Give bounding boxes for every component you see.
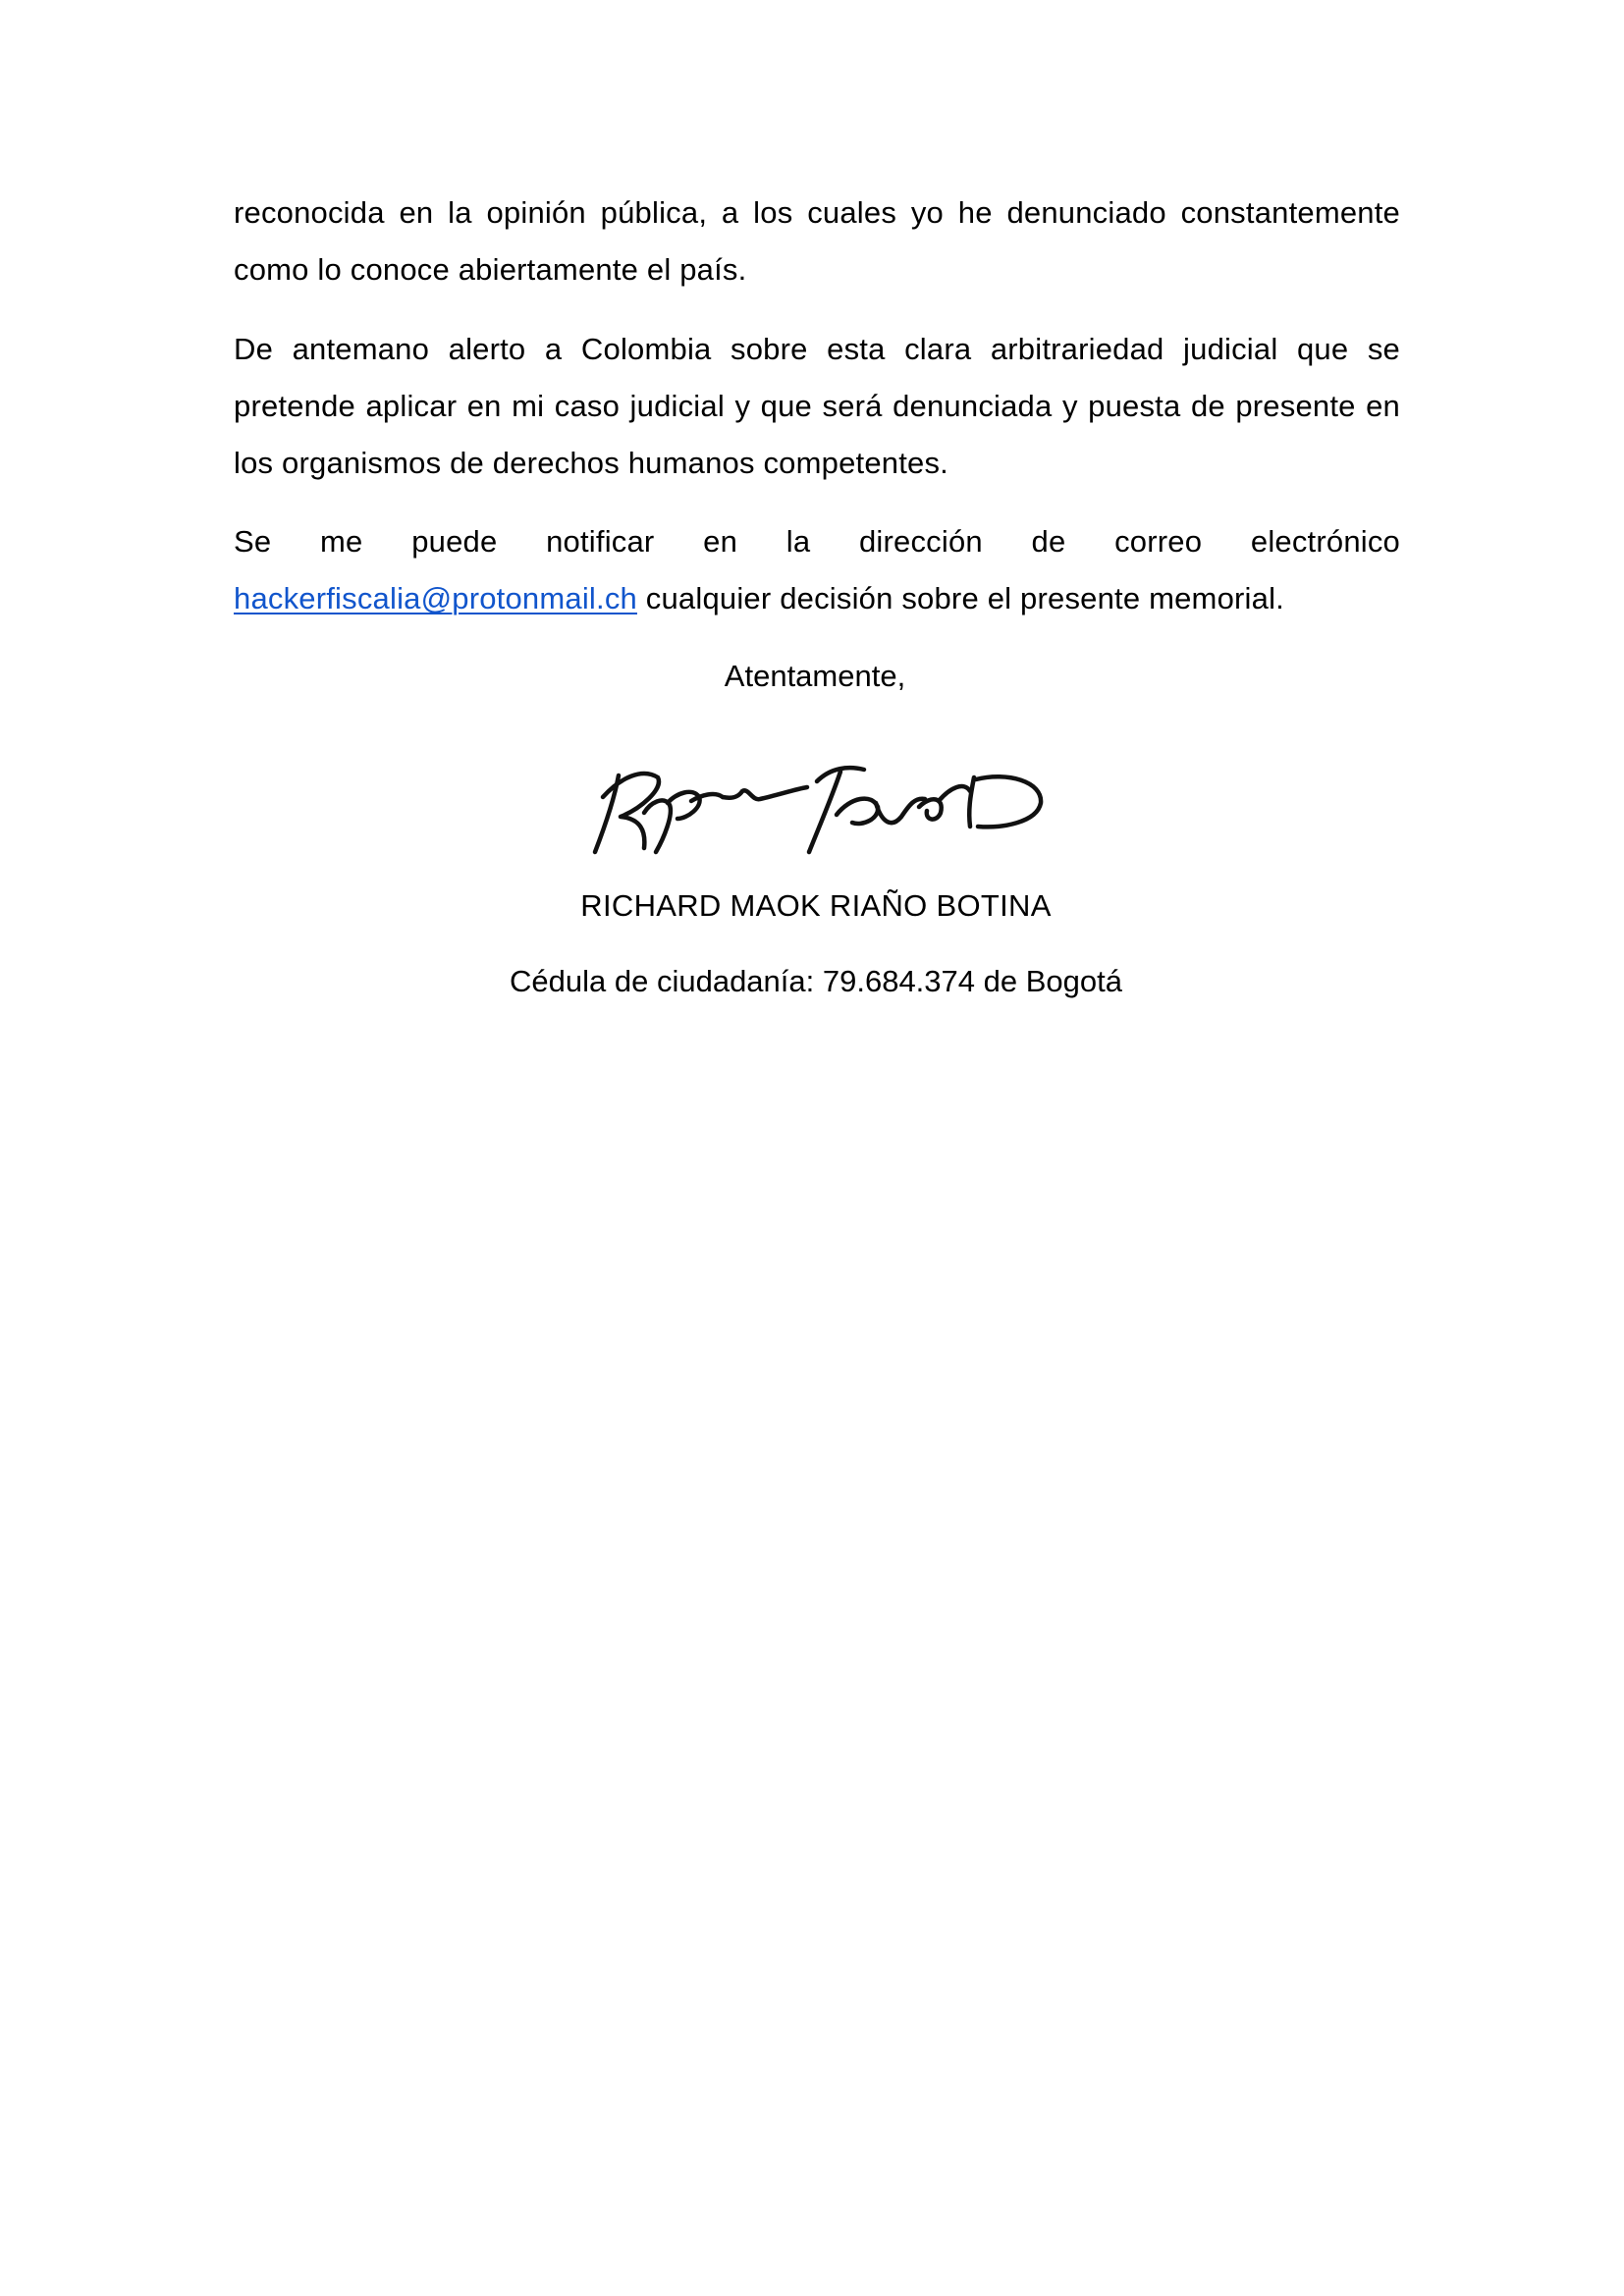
paragraph-text: De antemano alerto a Colombia sobre esta clara arbitrariedad judicial que se pretende aplicar en mi caso judicial y que será denunciada y puesta de presente en los organismos de derechos humanos competentes. [234, 332, 1400, 480]
notification-text-before: Se me puede notificar en la dirección de correo electrónico [234, 524, 1400, 559]
paragraph-text [234, 513, 1400, 627]
email-link[interactable]: hackerfiscalia@protonmail.ch [234, 581, 637, 615]
paragraph-public-opinion [234, 185, 1400, 298]
paragraph-notification [234, 513, 1400, 627]
signature-icon [585, 758, 1047, 856]
paragraph-text: reconocida en la opinión pública, a los cuales yo he denunciado constantemente como lo conoce abiertamente el país. [234, 195, 1400, 287]
paragraph-warning [234, 321, 1400, 492]
signer-id: Cédula de ciudadanía: 79.684.374 de Bogotá [510, 964, 1122, 998]
closing-salutation: Atentamente, [724, 659, 906, 693]
notification-text-after: cualquier decisión sobre el presente memorial. [636, 581, 1284, 615]
signer-name: RICHARD MAOK RIAÑO BOTINA [580, 888, 1052, 923]
